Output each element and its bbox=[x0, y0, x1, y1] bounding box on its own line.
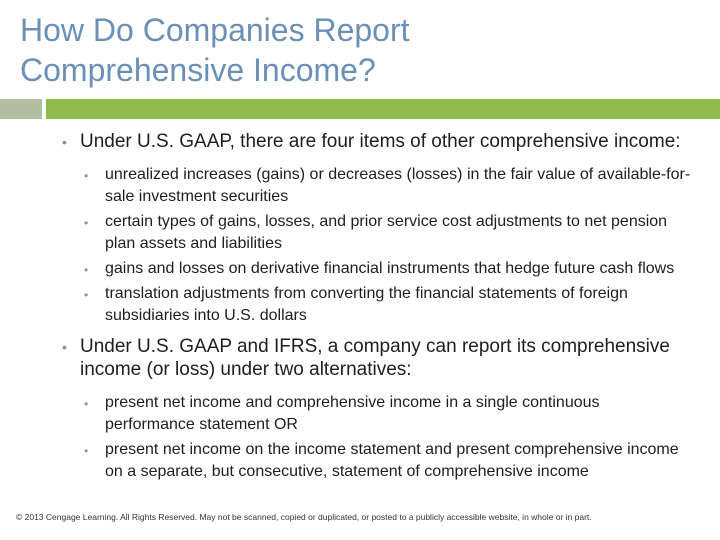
title-line-1: How Do Companies Report bbox=[20, 12, 410, 48]
bullet-text: present net income on the income statement and present comprehensive income on a separate, but consecutive, statement of comprehensive income bbox=[105, 441, 679, 480]
copyright-footer: © 2013 Cengage Learning. All Rights Reserved. May not be scanned, copied or duplicated, or posted to a publicly accessible website, in whole or in part. bbox=[16, 512, 592, 522]
bullet-level2 bbox=[84, 258, 692, 280]
bullet-marker: • bbox=[84, 444, 89, 458]
title-rule-bar bbox=[46, 99, 720, 119]
bullet-text: Under U.S. GAAP and IFRS, a company can report its comprehensive income (or loss) under two alternatives: bbox=[80, 336, 670, 380]
bullet-group-1 bbox=[62, 130, 692, 327]
bullet-text: gains and losses on derivative financial instruments that hedge future cash flows bbox=[105, 260, 675, 277]
bullet-level1 bbox=[62, 130, 692, 153]
bullet-marker: • bbox=[84, 288, 89, 302]
bullet-level2 bbox=[84, 211, 692, 255]
bullet-text: present net income and comprehensive income in a single continuous performance statement OR bbox=[105, 394, 600, 433]
bullet-level1 bbox=[62, 335, 692, 381]
bullet-marker: • bbox=[62, 339, 67, 355]
bullet-text: certain types of gains, losses, and prior service cost adjustments to net pension plan assets and liabilities bbox=[105, 213, 668, 252]
bullet-group-2 bbox=[62, 335, 692, 483]
bullet-level2 bbox=[84, 392, 692, 436]
bullet-marker: • bbox=[84, 397, 89, 411]
bullet-marker: • bbox=[84, 169, 89, 183]
slide-title bbox=[20, 10, 700, 90]
bullet-level2 bbox=[84, 164, 692, 208]
bullet-level2 bbox=[84, 283, 692, 327]
bullet-text: translation adjustments from converting the financial statements of foreign subsidiaries into U.S. dollars bbox=[105, 285, 628, 324]
title-area bbox=[20, 10, 700, 90]
bullet-text: Under U.S. GAAP, there are four items of other comprehensive income: bbox=[80, 131, 681, 152]
bullet-marker: • bbox=[84, 216, 89, 230]
slide-body bbox=[62, 130, 692, 491]
bullet-marker: • bbox=[84, 263, 89, 277]
bullet-text: unrealized increases (gains) or decreases (losses) in the fair value of available-for-sale investment securities bbox=[105, 166, 691, 205]
title-rule-accent bbox=[0, 99, 42, 119]
bullet-level2 bbox=[84, 439, 692, 483]
title-line-2: Comprehensive Income? bbox=[20, 52, 376, 88]
bullet-marker: • bbox=[62, 134, 67, 150]
